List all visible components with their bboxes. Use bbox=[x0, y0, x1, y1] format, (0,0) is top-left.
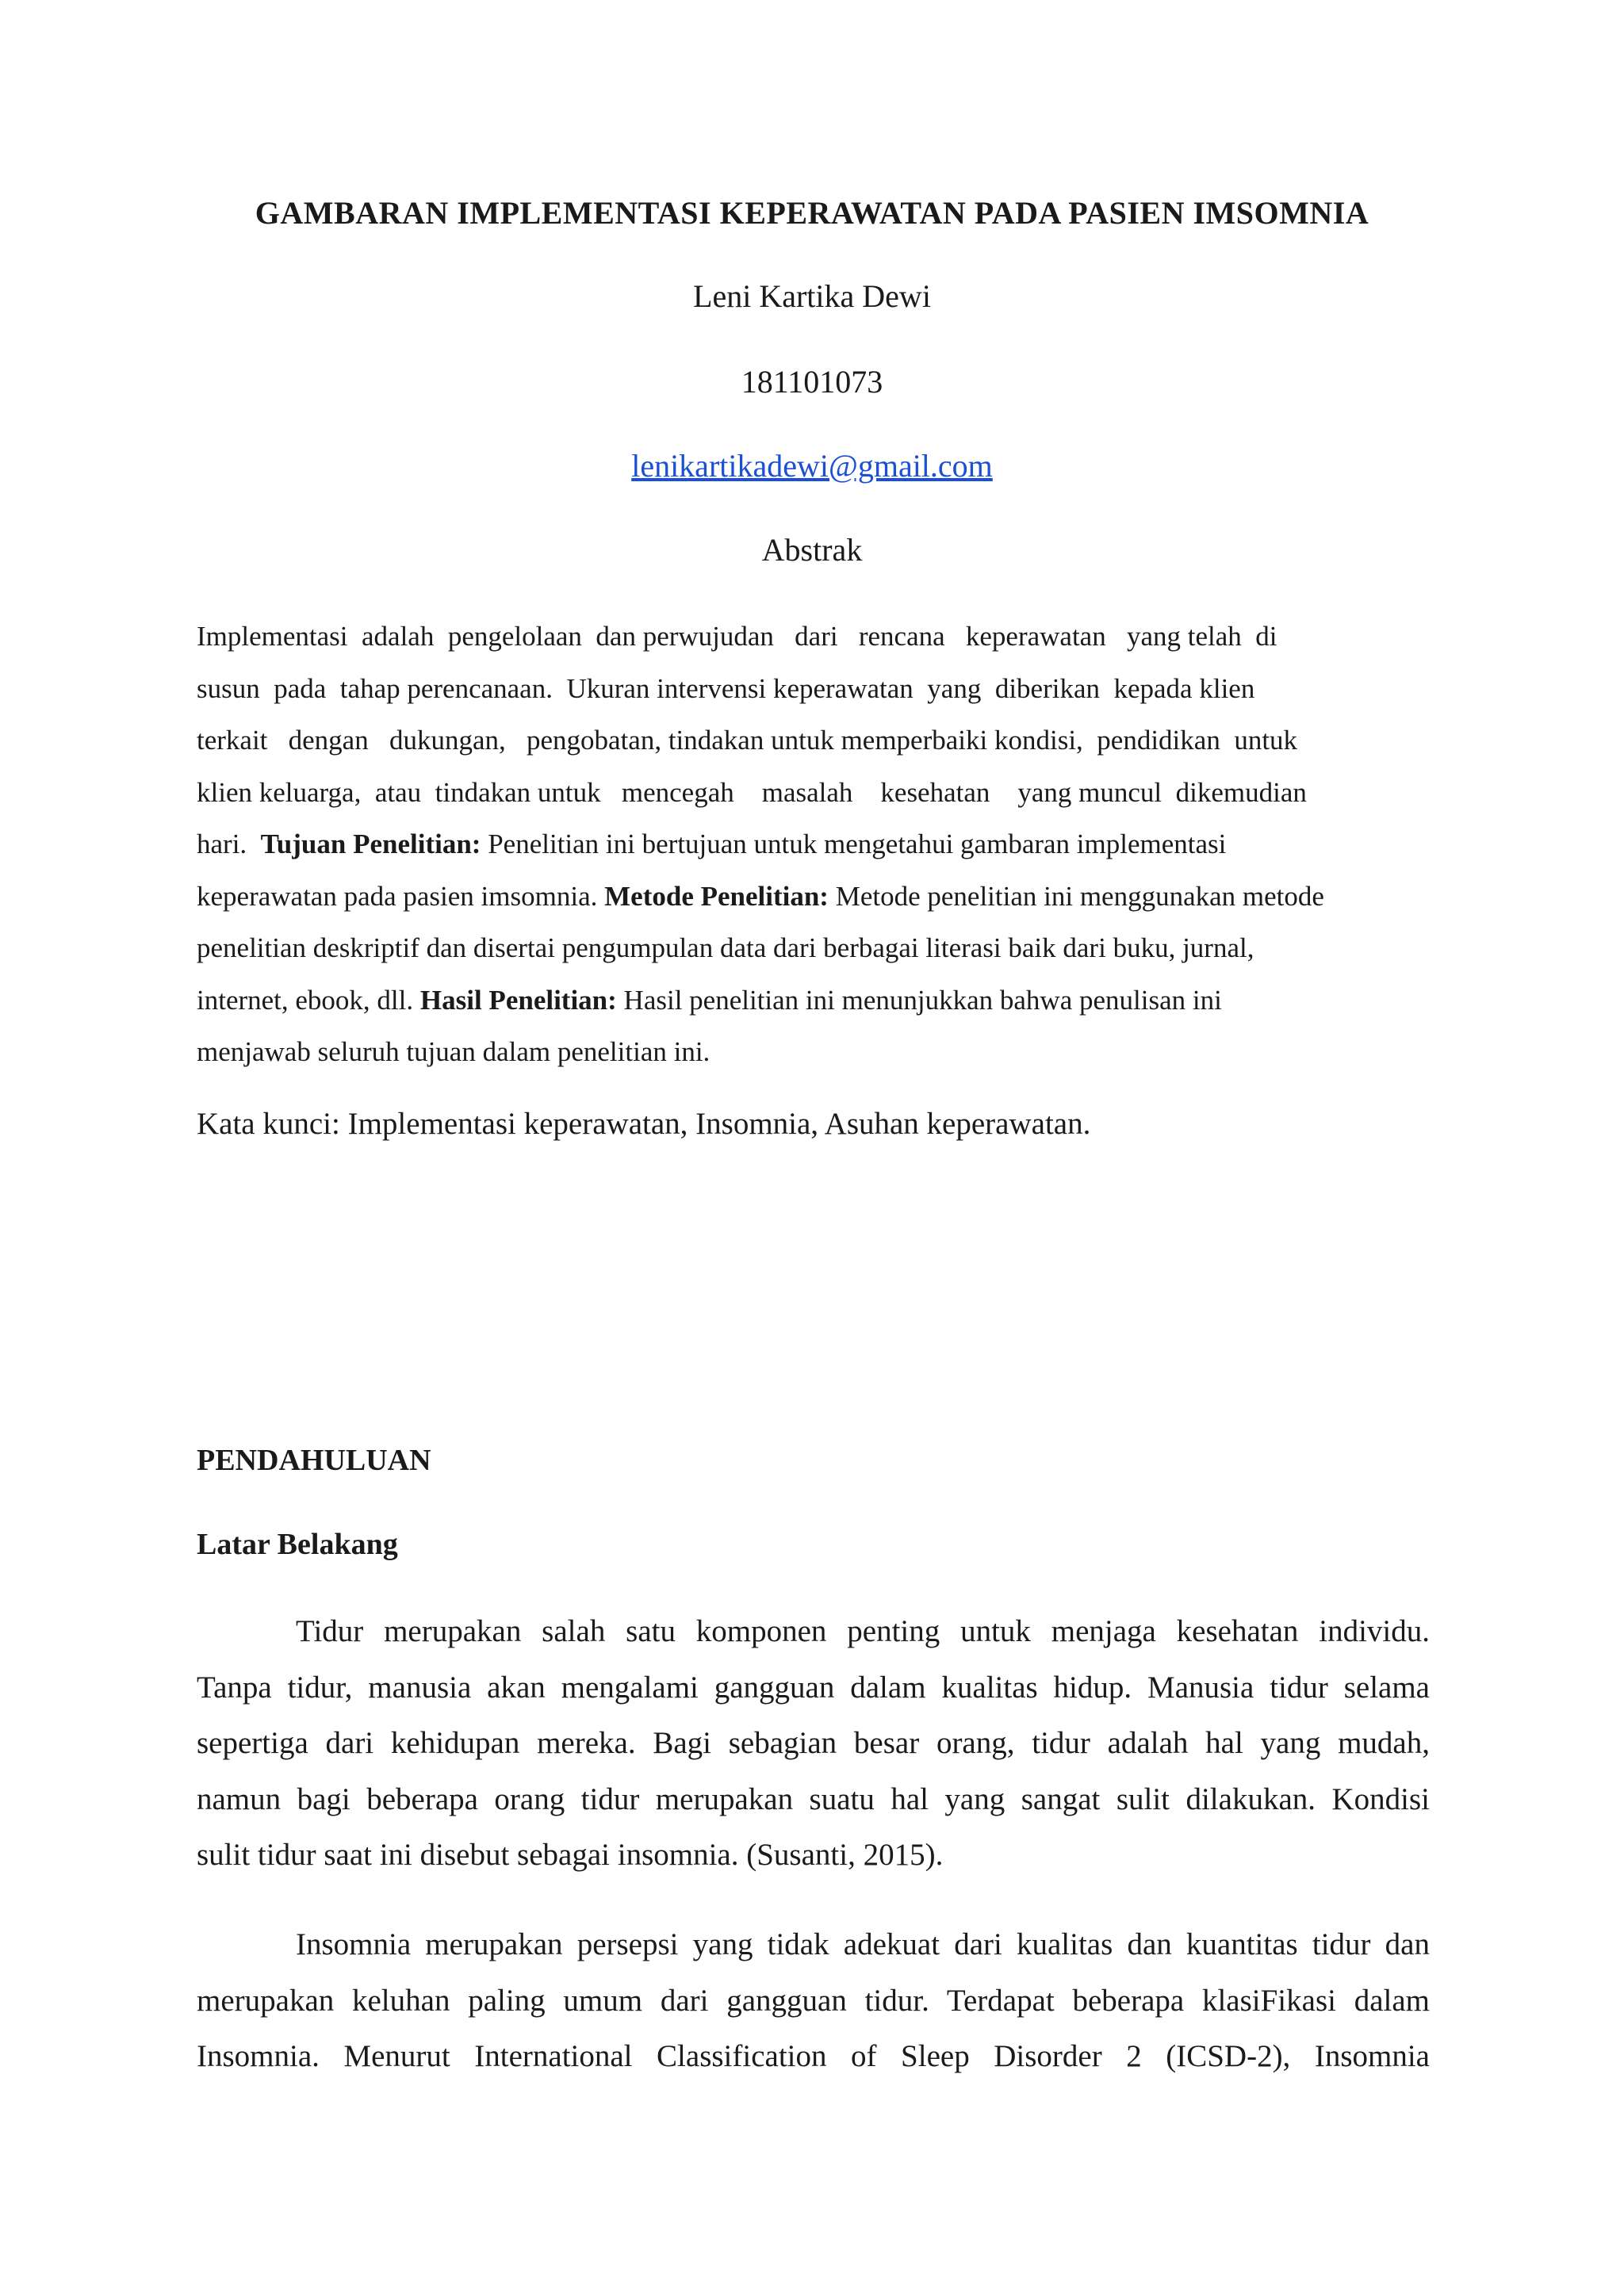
paragraph-1 bbox=[197, 1604, 1430, 1884]
paragraph-line: sepertiga dari kehidupan mereka. Bagi sebagian besar orang, tidur adalah hal yang mudah, bbox=[197, 1726, 1430, 1760]
abstract-line: menjawab seluruh tujuan dalam penelitian ini. bbox=[197, 1036, 710, 1067]
subsection-heading: Latar Belakang bbox=[197, 1528, 398, 1561]
abstract-text: hari. bbox=[197, 828, 261, 859]
label-tujuan: Tujuan Penelitian: bbox=[260, 828, 481, 859]
paragraph-line: Insomnia merupakan persepsi yang tidak adekuat dari kualitas dan kuantitas tidur dan bbox=[296, 1927, 1430, 1961]
abstract-line: Implementasi adalah pengelolaan dan perwujudan dari rencana keperawatan yang telah di bbox=[197, 621, 1277, 652]
paragraph-line: Insomnia. Menurut International Classification of Sleep Disorder 2 (ICSD-2), Insomnia bbox=[197, 2039, 1430, 2073]
paragraph-line: merupakan keluhan paling umum dari gangguan tidur. Terdapat beberapa klasiFikasi dalam bbox=[197, 1983, 1430, 2018]
keywords: Kata kunci: Implementasi keperawatan, Insomnia, Asuhan keperawatan. bbox=[197, 1107, 1091, 1141]
abstract-body bbox=[197, 610, 1430, 1078]
abstract-line bbox=[197, 974, 1430, 1027]
abstract-line: terkait dengan dukungan, pengobatan, tindakan untuk memperbaiki kondisi, pendidikan untuk bbox=[197, 725, 1298, 756]
email-link[interactable]: lenikartikadewi@gmail.com bbox=[631, 448, 993, 484]
abstract-heading: Abstrak bbox=[761, 532, 863, 568]
abstract-text: Metode penelitian ini menggunakan metode bbox=[828, 880, 1324, 912]
paragraph-line: namun bagi beberapa orang tidur merupakan suatu hal yang sangat sulit dilakukan. Kondisi bbox=[197, 1781, 1430, 1816]
paragraph-2 bbox=[197, 1917, 1430, 2085]
section-heading: PENDAHULUAN bbox=[197, 1444, 431, 1477]
abstract-line bbox=[197, 871, 1430, 923]
author-email bbox=[0, 447, 1624, 484]
abstract-line: klien keluarga, atau tindakan untuk mencegah masalah kesehatan yang muncul dikemudian bbox=[197, 776, 1307, 808]
abstract-line: penelitian deskriptif dan disertai pengumpulan data dari berbagai literasi baik dari buku, jurnal, bbox=[197, 932, 1254, 963]
author-name: Leni Kartika Dewi bbox=[693, 278, 931, 314]
paragraph-line: Tidur merupakan salah satu komponen penting untuk menjaga kesehatan individu. bbox=[296, 1614, 1430, 1648]
label-metode: Metode Penelitian: bbox=[604, 880, 829, 912]
abstract-text: Hasil penelitian ini menunjukkan bahwa penulisan ini bbox=[616, 984, 1222, 1016]
student-id: 181101073 bbox=[741, 364, 883, 400]
paper-title: GAMBARAN IMPLEMENTASI KEPERAWATAN PADA PASIEN IMSOMNIA bbox=[255, 195, 1369, 231]
abstract-text: internet, ebook, dll. bbox=[197, 984, 420, 1016]
paragraph-line: Tanpa tidur, manusia akan mengalami gangguan dalam kualitas hidup. Manusia tidur selama bbox=[197, 1670, 1430, 1705]
abstract-text: keperawatan pada pasien imsomnia. bbox=[197, 880, 605, 912]
abstract-line: susun pada tahap perencanaan. Ukuran intervensi keperawatan yang diberikan kepada klien bbox=[197, 672, 1255, 704]
abstract-line bbox=[197, 818, 1430, 871]
abstract-text: Penelitian ini bertujuan untuk mengetahui gambaran implementasi bbox=[481, 828, 1227, 859]
paragraph-line: sulit tidur saat ini disebut sebagai insomnia. (Susanti, 2015). bbox=[197, 1838, 944, 1872]
label-hasil: Hasil Penelitian: bbox=[419, 984, 617, 1016]
